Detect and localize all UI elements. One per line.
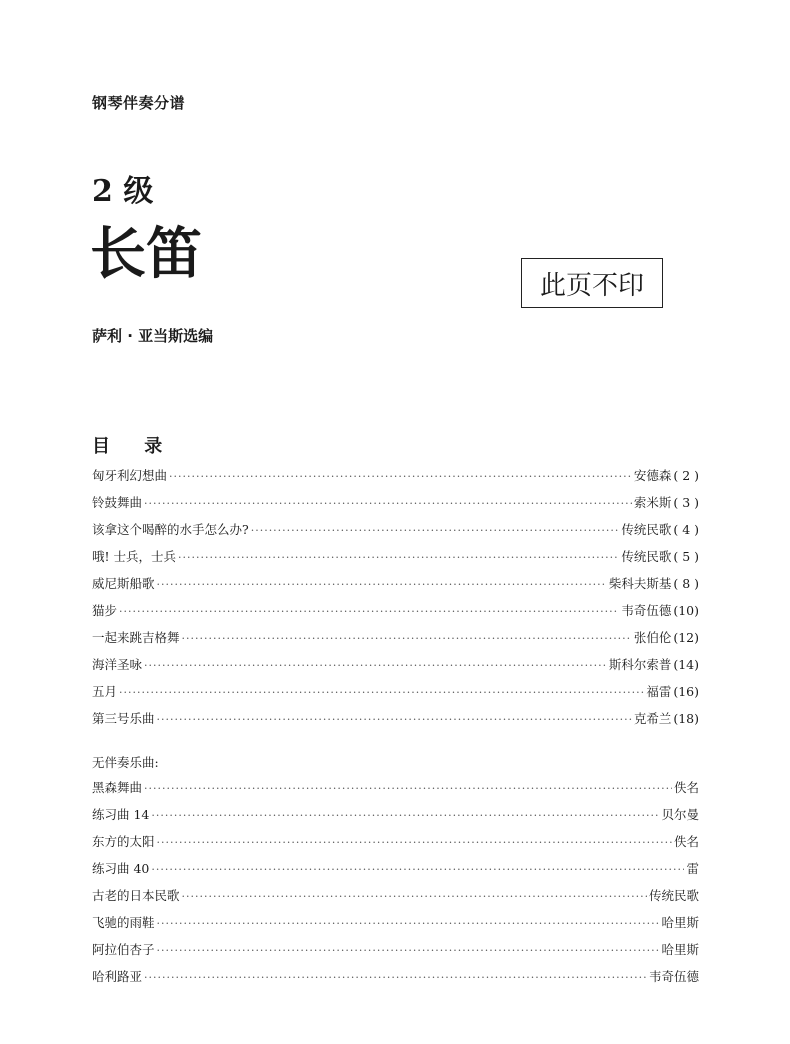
unaccompanied-entry[interactable] <box>92 774 699 801</box>
unaccompanied-entry[interactable] <box>92 963 699 990</box>
dot-leader <box>144 652 607 679</box>
dot-leader <box>144 490 632 517</box>
unaccompanied-entry-composer: 哈里斯 <box>661 942 699 957</box>
toc-entry[interactable] <box>92 462 699 489</box>
unaccompanied-list <box>92 774 699 990</box>
toc-entry-title: 五月 <box>92 684 118 699</box>
dot-leader <box>144 775 672 802</box>
dot-leader <box>182 625 632 652</box>
toc-entry-composer: 柴科夫斯基 <box>608 576 672 591</box>
toc-entry[interactable] <box>92 570 699 597</box>
unaccompanied-entry-title: 练习曲 14 <box>92 807 150 822</box>
toc-entry[interactable] <box>92 543 699 570</box>
unaccompanied-entry-composer: 传统民歌 <box>648 888 699 903</box>
grade-label: 2 级 <box>92 174 154 209</box>
toc-entry-composer: 传统民歌 <box>621 549 672 564</box>
unaccompanied-entry-title: 东方的太阳 <box>92 834 155 849</box>
toc-entry-composer: 克希兰 <box>633 711 672 726</box>
toc-entry-title: 该拿这个喝醉的水手怎么办? <box>92 522 249 537</box>
unaccompanied-entry[interactable] <box>92 855 699 882</box>
unaccompanied-entry-title: 练习曲 40 <box>92 861 150 876</box>
toc-entry-title: 匈牙利幻想曲 <box>92 468 168 483</box>
unaccompanied-entry-composer: 佚名 <box>673 780 699 795</box>
toc-entry-page: ( 8 ) <box>673 576 699 591</box>
dot-leader <box>119 598 619 625</box>
dot-leader <box>151 802 659 829</box>
unaccompanied-entry[interactable] <box>92 828 699 855</box>
toc-list <box>92 462 699 732</box>
toc-entry-page: ( 4 ) <box>673 522 699 537</box>
dot-leader <box>119 679 644 706</box>
toc-entry-composer: 韦奇伍德 <box>621 603 672 618</box>
toc-heading: 目 录 <box>92 436 177 457</box>
toc-entry-title: 第三号乐曲 <box>92 711 155 726</box>
unaccompanied-entry-composer: 韦奇伍德 <box>648 969 699 984</box>
unaccompanied-entry-title: 古老的日本民歌 <box>92 888 180 903</box>
dot-leader <box>178 544 619 571</box>
unaccompanied-entry[interactable] <box>92 936 699 963</box>
unaccompanied-entry[interactable] <box>92 882 699 909</box>
unaccompanied-entry[interactable] <box>92 801 699 828</box>
dot-leader <box>157 910 660 937</box>
toc-entry-title: 海洋圣咏 <box>92 657 143 672</box>
toc-entry-composer: 斯科尔索普 <box>608 657 672 672</box>
unaccompanied-entry-title: 阿拉伯杏子 <box>92 942 155 957</box>
unaccompanied-heading: 无伴奏乐曲: <box>92 755 159 770</box>
toc-entry-page: (14) <box>673 657 699 672</box>
toc-entry-composer: 传统民歌 <box>621 522 672 537</box>
series-title: 钢琴伴奏分谱 <box>92 94 186 112</box>
do-not-print-stamp <box>521 258 663 308</box>
unaccompanied-entry[interactable] <box>92 909 699 936</box>
editor-credit: 萨利 · 亚当斯选编 <box>92 327 214 345</box>
toc-entry-composer: 张伯伦 <box>633 630 672 645</box>
toc-entry[interactable] <box>92 516 699 543</box>
toc-entry-title: 铃鼓舞曲 <box>92 495 143 510</box>
toc-entry-composer: 福雷 <box>646 684 672 699</box>
toc-entry-title: 一起来跳吉格舞 <box>92 630 180 645</box>
dot-leader <box>182 883 647 910</box>
toc-entry[interactable] <box>92 489 699 516</box>
dot-leader <box>157 706 632 733</box>
unaccompanied-entry-title: 黑森舞曲 <box>92 780 143 795</box>
toc-entry-page: (10) <box>673 603 699 618</box>
unaccompanied-entry-composer: 哈里斯 <box>661 915 699 930</box>
toc-entry-title: 哦! 士兵，士兵 <box>92 549 176 564</box>
toc-entry-composer: 索米斯 <box>633 495 672 510</box>
dot-leader <box>157 571 607 598</box>
toc-entry-page: (12) <box>673 630 699 645</box>
toc-entry-title: 猫步 <box>92 603 118 618</box>
toc-entry-page: ( 3 ) <box>673 495 699 510</box>
toc-entry-title: 威尼斯船歌 <box>92 576 155 591</box>
toc-entry[interactable] <box>92 624 699 651</box>
toc-entry[interactable] <box>92 678 699 705</box>
toc-entry-page: (18) <box>673 711 699 726</box>
toc-entry-page: ( 2 ) <box>673 468 699 483</box>
unaccompanied-entry-composer: 佚名 <box>673 834 699 849</box>
toc-entry-composer: 安德森 <box>633 468 672 483</box>
toc-entry[interactable] <box>92 597 699 624</box>
toc-entry-page: ( 5 ) <box>673 549 699 564</box>
unaccompanied-entry-composer: 贝尔曼 <box>661 807 699 822</box>
dot-leader <box>169 463 632 490</box>
unaccompanied-entry-composer: 雷 <box>686 861 699 876</box>
unaccompanied-entry-title: 飞驰的雨鞋 <box>92 915 155 930</box>
toc-entry[interactable] <box>92 651 699 678</box>
instrument-title: 长笛 <box>90 221 202 287</box>
dot-leader <box>144 964 647 991</box>
stamp-text: 此页不印 <box>539 270 644 301</box>
dot-leader <box>251 517 620 544</box>
dot-leader <box>157 937 660 964</box>
toc-entry[interactable] <box>92 705 699 732</box>
toc-entry-page: (16) <box>673 684 699 699</box>
dot-leader <box>157 829 672 856</box>
unaccompanied-entry-title: 哈利路亚 <box>92 969 143 984</box>
dot-leader <box>151 856 684 883</box>
